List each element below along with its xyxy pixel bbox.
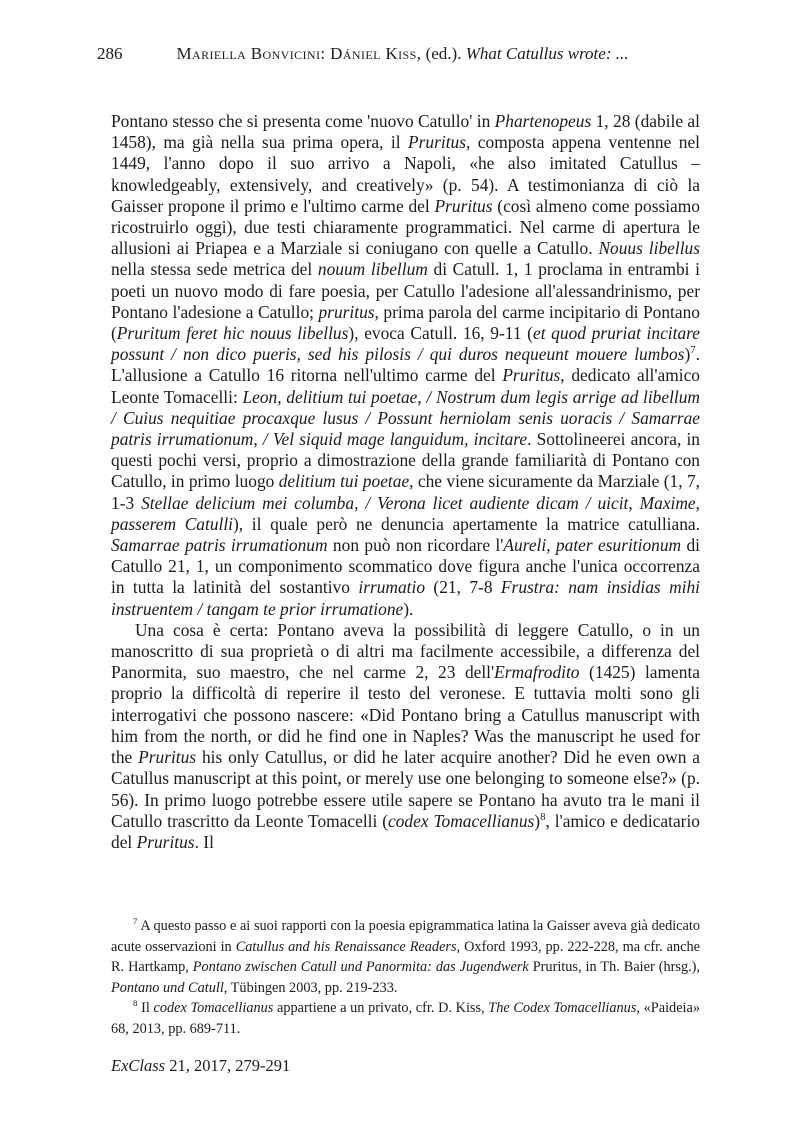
footnotes-section [111,916,700,1039]
journal-citation-footer [111,1056,290,1076]
footnote-8: $^8$ Il codex Tomacellianus appartiene a un privato, cfr. D. Kiss, The Codex Tomacellianus, «Paideia» 68, 2013, pp. 689-711. [111,998,701,1037]
footnote-7: $^7$ A questo passo e ai suoi rapporti con la poesia epigrammatica latina la Gaisser aveva già dedicato acute osservazioni in Catullus and his Renaissance Readers, Oxford 1993, pp. 222-228, ma cfr. anche R. Hartkamp, Pontano zwischen Catull und Panormita: das Jugendwerk Pruritus, in Th. Baier (hrsg.), Pontano und Catull, Tübingen 2003, pp. 219-233. [111,916,701,996]
body-paragraph-2: Una cosa è certa: Pontano aveva la possibilità di leggere Catullo, o in un manoscritto di sua proprietà o di altri ma facilmente accessibile, a differenza del Panormita, suo maestro, che nel carme 2, 23 dell'Ermafrodito (1425) lamenta proprio la difficoltà di reperire il testo del veronese. E tuttavia molti sono gli interrogativi che possono nascere: «Did Pontano bring a Catullus manuscript with him from the north, or did he find one in Naples? Was the manuscript he used for the Pruritus his only Catullus, or did he later acquire another? Did he even own a Catullus manuscript at this point, or merely use one belonging to someone else?» (p. 56). In primo luogo potrebbe essere utile sapere se Pontano ha avuto tra le mani il Catullo trascritto da Leonte Tomacelli (codex Tomacellianus)$^8$, l'amico e dedicatario del Pruritus. Il [111,619,700,852]
running-head [97,44,740,64]
body-paragraph-1: Pontano stesso che si presenta come 'nuovo Catullo' in Phartenopeus 1, 28 (dabile al 1458), ma già nella sua prima opera, il Pruritus, composta appena ventenne nel 1449, l'anno dopo il suo arrivo a Napoli, «he also imitated Catullus – knowledgeably, extensively, and creatively» (p. 54). A testimonianza di ciò la Gaisser propone il primo e l'ultimo carme del Pruritus (così almeno come possiamo ricostruirlo oggi), due testi chiaramente programmatici. Nel carme di apertura le allusioni ai Priapea e a Marziale si coniugano con quelle a Catullo. Nouus libellus nella stessa sede metrica del nouum libellum di Catull. 1, 1 proclama in entrambi i poeti un nuovo modo di fare poesia, per Catullo l'adesione all'alessandrinismo, per Pontano l'adesione a Catullo; pruritus, prima parola del carme incipitario di Pontano (Pruritum feret hic nouus libellus), evoca Catull. 16, 9-11 (et quod pruriat incitare possunt / non dico pueris, sed his pilosis / qui duros nequeunt mouere lumbos)$^7$. L'allusione a Catullo 16 ritorna nell'ultimo carme del Pruritus, dedicato all'amico Leonte Tomacelli: Leon, delitium tui poetae, / Nostrum dum legis arrige ad libellum / Cuius nequitiae procaxque lusus / Possunt herniolam senis uoracis / Samarrae patris irrumationum, / Vel siquid mage languidum, incitare. Sottolineerei ancora, in questi pochi versi, proprio a dimostrazione della grande familiarità di Pontano con Catullo, in primo luogo delitium tui poetae, che viene sicuramente da Marziale (1, 7, 1-3 Stellae delicium mei columba, / Verona licet audiente dicam / uicit, Maxime, passerem Catulli), il quale però ne denuncia apertamente la matrice catulliana. Samarrae patris irrumationum non può non ricordare l'Aureli, pater esuritionum di Catullo 21, 1, un componimento scommatico dove figura anche l'unica occorrenza in tutta la latinità del sostantivo irrumatio (21, 7-8 Frustra: nam insidias mihi instruentem / tangam te prior irrumatione). [111,111,701,619]
journal-citation: ExClass 21, 2017, 279-291 [111,1056,291,1075]
running-title: Mariella Bonvicini: Dániel Kiss, (ed.). What Catullus wrote: ... [176,44,629,63]
page-number: 286 [97,44,123,63]
review-body [111,111,700,853]
